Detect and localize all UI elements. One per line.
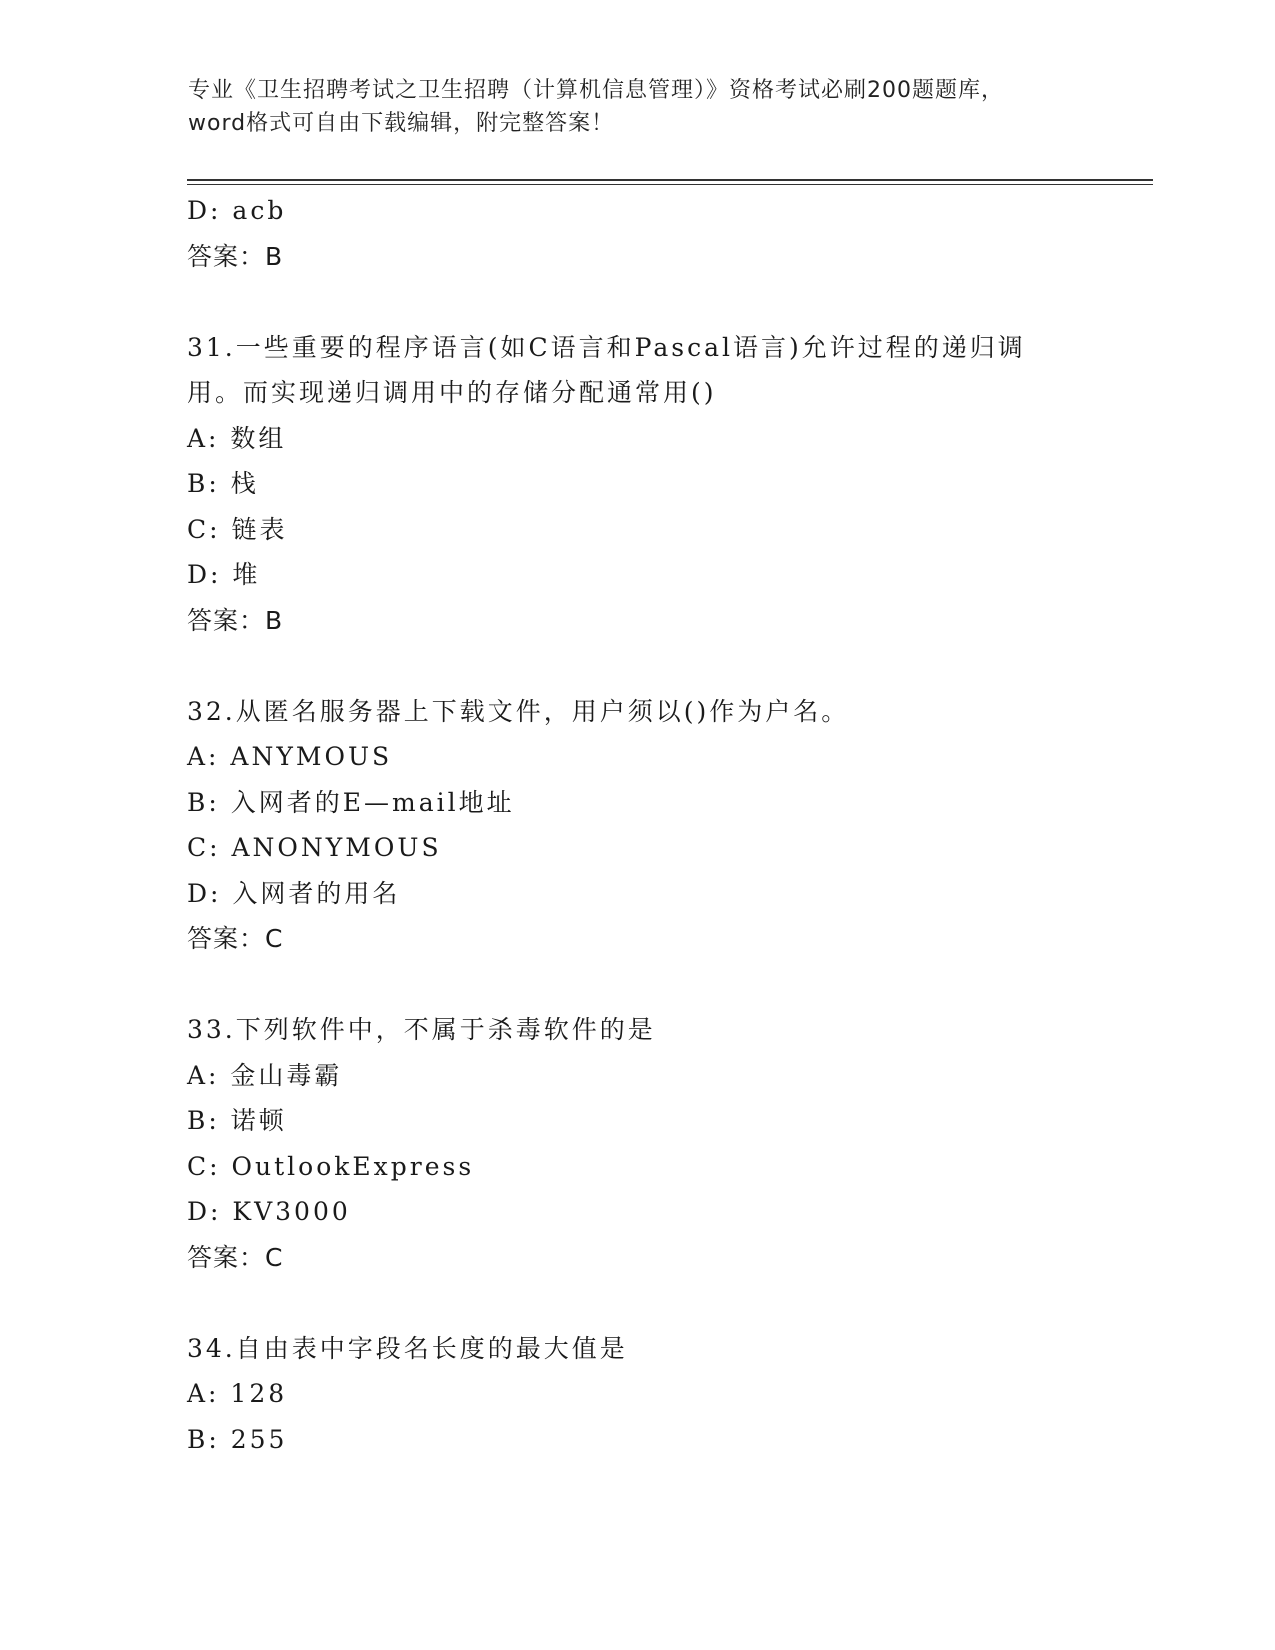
option-d: D: KV3000 (187, 1197, 351, 1226)
spacer (187, 962, 1087, 1008)
question-stem: 32.从匿名服务器上下载文件，用户须以()作为户名。 (187, 696, 850, 726)
answer-line: 答案：C (187, 924, 284, 953)
answer-line: 答案：B (187, 241, 284, 271)
previous-question-tail (187, 188, 1087, 279)
option-c: C: 链表 (187, 514, 288, 544)
question-33 (187, 1007, 1087, 1280)
question-32 (187, 689, 1087, 962)
option-d: D: 入网者的用名 (187, 878, 401, 908)
option-d: D: acb (187, 196, 287, 225)
option-b: B: 入网者的E—mail地址 (187, 787, 515, 817)
question-stem: 34.自由表中字段名长度的最大值是 (187, 1333, 628, 1363)
spacer (187, 279, 1087, 325)
header-divider-thin (187, 184, 1153, 185)
option-c: C: OutlookExpress (187, 1151, 475, 1181)
page-header (188, 74, 1088, 140)
question-stem: 33.下列软件中，不属于杀毒软件的是 (187, 1015, 656, 1044)
option-a: A: 数组 (187, 423, 287, 453)
question-31 (187, 325, 1087, 644)
option-a: A: 128 (187, 1379, 288, 1408)
header-line-1: 专业《卫生招聘考试之卫生招聘（计算机信息管理）》资格考试必刷200题题库， (188, 78, 1004, 103)
spacer (187, 643, 1087, 689)
option-b: B: 栈 (187, 469, 259, 498)
option-c: C: ANONYMOUS (187, 833, 442, 862)
header-line-2: word格式可自由下载编辑，附完整答案！ (188, 111, 615, 136)
option-b: B: 诺顿 (187, 1106, 287, 1135)
question-stem-continued: 用。而实现递归调用中的存储分配通常用() (187, 378, 717, 407)
answer-line: 答案：C (187, 1242, 284, 1272)
question-34 (187, 1326, 1087, 1463)
question-stem: 31.一些重要的程序语言(如C语言和Pascal语言)允许过程的递归调 (187, 332, 1026, 362)
option-a: A: ANYMOUS (187, 742, 393, 771)
option-a: A: 金山毒霸 (187, 1060, 343, 1090)
option-b: B: 255 (187, 1424, 288, 1454)
option-d: D: 堆 (187, 560, 261, 589)
spacer (187, 1280, 1087, 1326)
question-list (187, 188, 1087, 1462)
answer-line: 答案：B (187, 605, 284, 635)
header-divider-thick (187, 179, 1153, 181)
